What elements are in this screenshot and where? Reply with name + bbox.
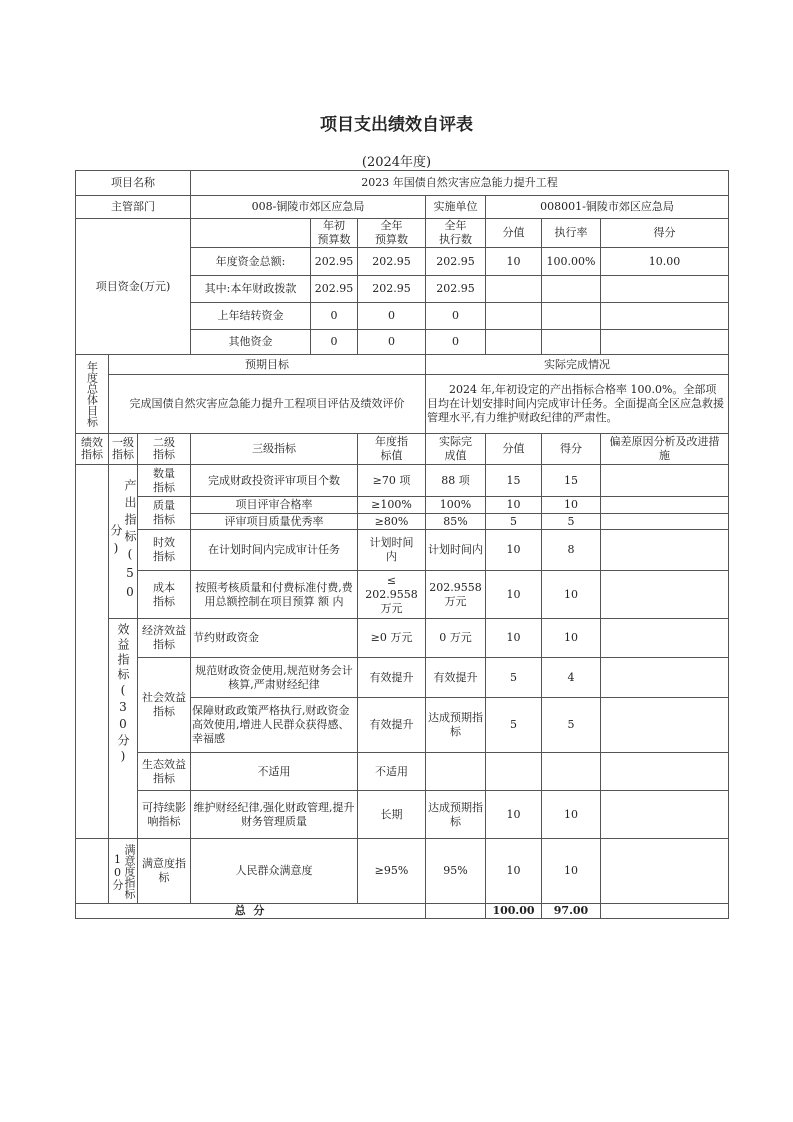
funds-header-annual: 全年 预算数 [357,218,426,248]
funds-row-name: 年度资金总额: [190,247,311,276]
dept-label: 主管部门 [75,195,191,219]
indicator-score: 8 [541,529,601,571]
funds-header-blank [190,218,311,248]
page-title: 项目支出绩效自评表 [320,115,473,135]
indicator-level3: 在计划时间内完成审计任务 [190,529,358,571]
level1-output: 产出指标(50分) [108,464,138,619]
indicator-score: 10 [541,838,601,904]
funds-row-score-value [485,302,542,330]
indicator-score: 15 [541,464,601,497]
indicator-deviation [600,697,729,753]
indicator-level3: 完成财政投资评审项目个数 [190,464,358,497]
funds-header-score: 得分 [600,218,729,248]
indicator-actual [425,752,486,791]
project-name-value: 2023 年国债自然灾害应急能力提升工程 [190,170,729,196]
total-label: 总 分 [75,903,426,919]
header-perf: 绩效指标 [75,433,109,465]
indicator-level3: 不适用 [190,752,358,791]
indicator-actual: 0 万元 [425,618,486,658]
indicator-score [541,752,601,791]
indicator-score-value: 5 [485,513,542,530]
indicator-actual: 202.9558 万元 [425,570,486,619]
level2-economic: 经济效益指标 [137,618,191,658]
funds-row-name: 其他资金 [190,329,311,355]
indicator-deviation [600,657,729,698]
total-score: 97.00 [541,903,601,919]
indicator-level3: 按照考核质量和付费标准付费,费用总额控制在项目预算 额 内 [190,570,358,619]
indicator-target: ≥70 项 [357,464,426,497]
funds-row-executed: 0 [425,329,486,355]
indicator-score-value: 10 [485,529,542,571]
perf-column-cell [75,464,109,839]
indicator-target: ≤ 202.9558 万元 [357,570,426,619]
header-target: 年度指标值 [357,433,426,465]
impl-value: 008001-铜陵市郊区应急局 [485,195,729,219]
funds-row-score-value [485,275,542,303]
indicator-score: 5 [541,513,601,530]
indicator-target: ≥95% [357,838,426,904]
funds-row-score: 10.00 [600,247,729,276]
indicator-score: 10 [541,570,601,619]
indicator-target: 计划时间内 [357,529,426,571]
indicator-deviation [600,838,729,904]
indicator-score: 10 [541,618,601,658]
perf-column-cell-satisfaction [75,838,109,904]
funds-row-rate [541,329,601,355]
funds-row-executed: 202.95 [425,275,486,303]
total-blank [425,903,486,919]
indicator-score-value: 10 [485,496,542,514]
indicator-target: 有效提升 [357,697,426,753]
funds-row-rate [541,302,601,330]
indicator-actual: 达成预期指标 [425,790,486,839]
indicator-score-value: 10 [485,838,542,904]
indicator-score-value: 10 [485,790,542,839]
indicator-target: 长期 [357,790,426,839]
indicator-deviation [600,513,729,530]
header-deviation: 偏差原因分析及改进措施 [600,433,729,465]
indicator-target: 有效提升 [357,657,426,698]
indicator-actual: 85% [425,513,486,530]
indicator-level3: 项目评审合格率 [190,496,358,514]
indicator-deviation [600,496,729,514]
indicator-deviation [600,618,729,658]
indicator-level3: 评审项目质量优秀率 [190,513,358,530]
funds-row-score [600,275,729,303]
header-score-value: 分值 [485,433,542,465]
indicator-score: 10 [541,496,601,514]
funds-row-initial: 202.95 [310,275,358,303]
indicator-score-value: 5 [485,697,542,753]
indicator-target: ≥100% [357,496,426,514]
funds-label: 项目资金(万元) [75,218,191,355]
level1-satisfaction: 满意度指标10分 [108,838,138,904]
goals-actual-header: 实际完成情况 [425,354,729,375]
funds-row-initial: 0 [310,329,358,355]
level2-timeliness: 时效指标 [137,529,191,571]
indicator-actual: 达成预期指标 [425,697,486,753]
indicator-target: 不适用 [357,752,426,791]
indicator-target: ≥80% [357,513,426,530]
header-score: 得分 [541,433,601,465]
indicator-score-value: 5 [485,657,542,698]
indicator-actual: 88 项 [425,464,486,497]
header-level3: 三级指标 [190,433,358,465]
funds-row-score [600,302,729,330]
indicator-actual: 计划时间内 [425,529,486,571]
indicator-level3: 人民群众满意度 [190,838,358,904]
funds-row-initial: 0 [310,302,358,330]
header-actual: 实际完成值 [425,433,486,465]
indicator-score-value: 10 [485,570,542,619]
indicator-actual: 有效提升 [425,657,486,698]
indicator-score: 10 [541,790,601,839]
level2-quality: 质量指标 [137,496,191,530]
funds-row-rate [541,275,601,303]
indicator-level3: 规范财政资金使用,规范财务会计核算,严肃财经纪律 [190,657,358,698]
level1-benefit: 效益指标(30分) [108,618,138,839]
level2-quantity: 数量指标 [137,464,191,497]
indicator-score: 4 [541,657,601,698]
funds-row-annual: 0 [357,302,426,330]
goals-expected-text: 完成国债自然灾害应急能力提升工程项目评估及绩效评价 [108,374,426,434]
dept-value: 008-铜陵市郊区应急局 [190,195,426,219]
level2-satisfaction: 满意度指标 [137,838,191,904]
level2-ecological: 生态效益指标 [137,752,191,791]
funds-row-score-value [485,329,542,355]
funds-row-executed: 202.95 [425,247,486,276]
level2-cost: 成本指标 [137,570,191,619]
indicator-score: 5 [541,697,601,753]
funds-header-rate: 执行率 [541,218,601,248]
header-level1: 一级指标 [108,433,138,465]
funds-row-score-value: 10 [485,247,542,276]
goals-actual-text: 2024 年,年初设定的产出指标合格率 100.0%。全部项目均在计划安排时间内完成审计任务。全面提高全区应急救援管理水平,有力维护财政纪律的严肃性。 [425,374,729,434]
funds-row-annual: 202.95 [357,275,426,303]
funds-row-rate: 100.00% [541,247,601,276]
funds-row-name: 其中:本年财政拨款 [190,275,311,303]
indicator-score-value [485,752,542,791]
level2-sustainable: 可持续影响指标 [137,790,191,839]
funds-header-executed: 全年 执行数 [425,218,486,248]
indicator-score-value: 15 [485,464,542,497]
goals-expected-header: 预期目标 [108,354,426,375]
indicator-deviation [600,529,729,571]
header-level2: 二级指标 [137,433,191,465]
indicator-deviation [600,790,729,839]
project-name-label: 项目名称 [75,170,191,196]
funds-header-score-value: 分值 [485,218,542,248]
indicator-target: ≥0 万元 [357,618,426,658]
indicator-actual: 100% [425,496,486,514]
funds-row-annual: 202.95 [357,247,426,276]
indicator-level3: 节约财政资金 [190,618,358,658]
funds-row-annual: 0 [357,329,426,355]
indicator-deviation [600,464,729,497]
indicator-level3: 保障财政政策严格执行,财政资金高效使用,增进人民群众获得感、幸福感 [190,697,358,753]
funds-row-initial: 202.95 [310,247,358,276]
funds-row-executed: 0 [425,302,486,330]
indicator-actual: 95% [425,838,486,904]
total-score-value: 100.00 [485,903,542,919]
indicator-deviation [600,570,729,619]
goals-label: 年度总体目标 [75,354,109,434]
page-subtitle: (2024年度) [361,155,432,170]
level2-social: 社会效益指标 [137,657,191,753]
indicator-score-value: 10 [485,618,542,658]
funds-row-score [600,329,729,355]
indicator-deviation [600,752,729,791]
total-deviation [600,903,729,919]
funds-row-name: 上年结转资金 [190,302,311,330]
indicator-level3: 维护财经纪律,强化财政管理,提升财务管理质量 [190,790,358,839]
impl-label: 实施单位 [425,195,486,219]
funds-header-initial: 年初 预算数 [310,218,358,248]
